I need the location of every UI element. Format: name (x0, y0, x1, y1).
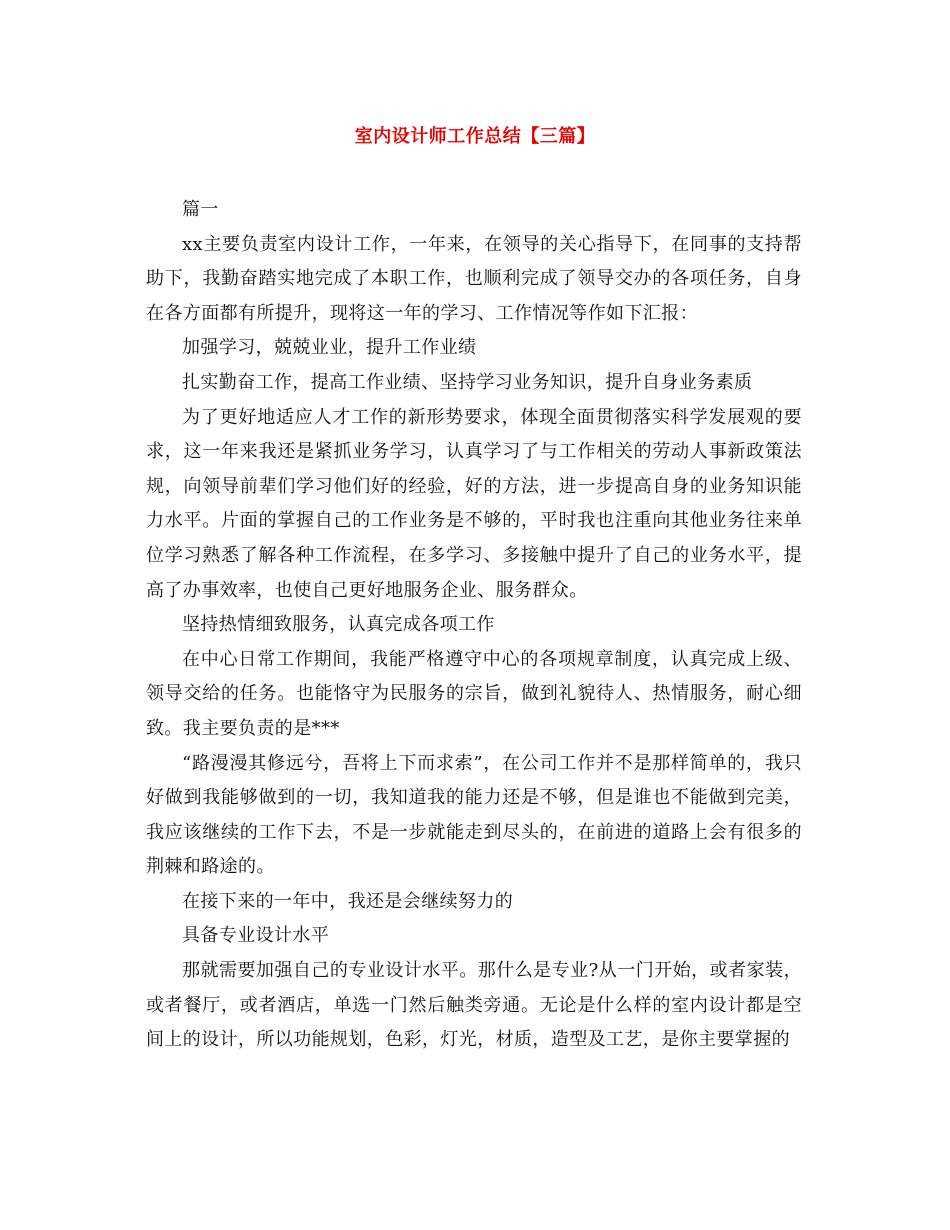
paragraph-heading: 坚持热情细致服务，认真完成各项工作 (182, 614, 495, 636)
document-body (146, 193, 802, 1058)
paragraph: “路漫漫其修远兮，吾将上下而求索”，在公司工作并不是那样简单的，我只好做到我能够做到的一切，我知道我的能力还是不够，但是谁也不能做到完美，我应该继续的工作下去，不是一步就能走到尽头的，在前进的道路上会有很多的荆棘和路途的。 (146, 752, 802, 878)
paragraph: xx主要负责室内设计工作，一年来，在领导的关心指导下，在同事的支持帮助下，我勤奋踏实地完成了本职工作，也顺利完成了领导交办的各项任务，自身在各方面都有所提升，现将这一年的学习、工作情况等作如下汇报： (146, 233, 802, 324)
paragraph: 在接下来的一年中，我还是会继续努力的 (182, 890, 514, 912)
section-heading: 篇一 (182, 199, 219, 220)
paragraph-heading: 加强学习，兢兢业业，提升工作业绩 (182, 337, 477, 359)
document-title: 室内设计师工作总结【三篇】 (354, 126, 596, 147)
paragraph-heading: 扎实勤奋工作，提高工作业绩、坚持学习业务知识，提升自身业务素质 (182, 371, 753, 393)
paragraph-heading: 具备专业设计水平 (182, 925, 330, 947)
paragraph: 在中心日常工作期间，我能严格遵守中心的各项规章制度，认真完成上级、领导交给的任务。也能恪守为民服务的宗旨，做到礼貌待人、热情服务，耐心细致。我主要负责的是*** (146, 648, 802, 739)
paragraph: 为了更好地适应人才工作的新形势要求，体现全面贯彻落实科学发展观的要求，这一年来我还是紧抓业务学习，认真学习了与工作相关的劳动人事新政策法规，向领导前辈们学习他们好的经验，好的方法，进一步提高自身的业务知识能力水平。片面的掌握自己的工作业务是不够的，平时我也注重向其他业务往来单位学习熟悉了解各种工作流程，在多学习、多接触中提升了自己的业务水平，提高了办事效率，也使自己更好地服务企业、服务群众。 (146, 406, 802, 601)
paragraph: 那就需要加强自己的专业设计水平。那什么是专业?从一门开始，或者家装，或者餐厅，或者酒店，单选一门然后触类旁通。无论是什么样的室内设计都是空间上的设计，所以功能规划，色彩，灯光，材质，造型及工艺，是你主要掌握的 (146, 960, 802, 1051)
